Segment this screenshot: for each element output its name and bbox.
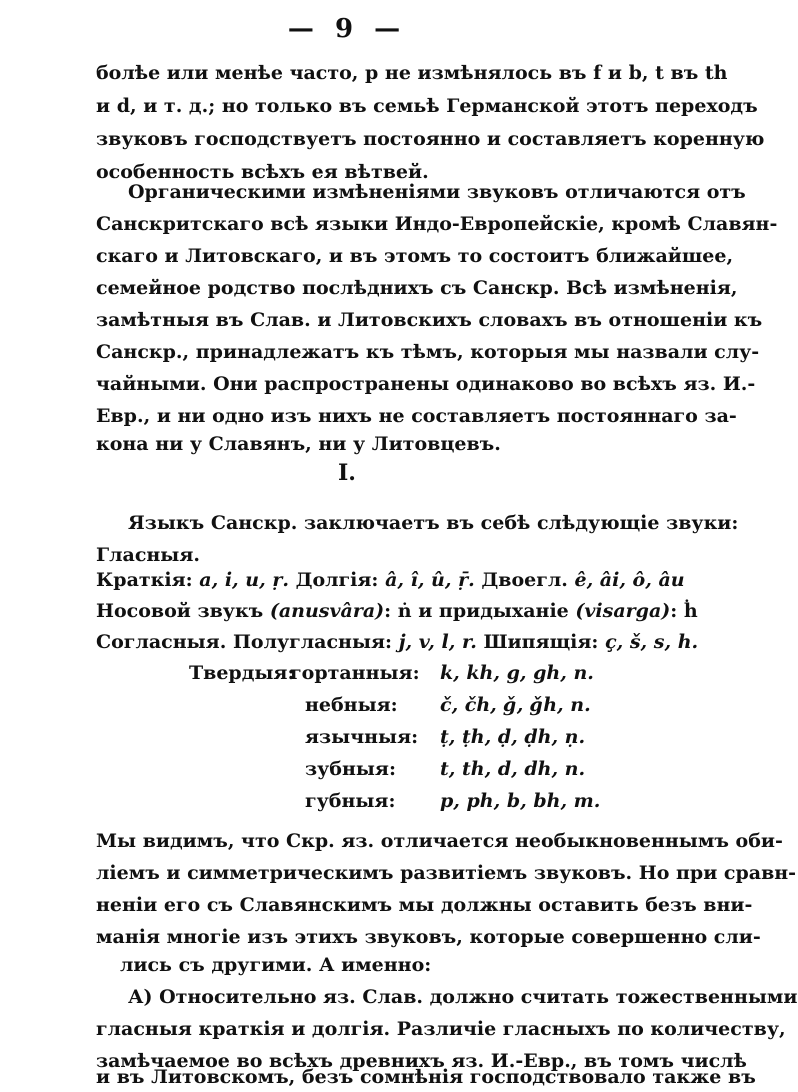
- para4-line-1: А) Относительно яз. Слав. должно считать тожественными: [128, 986, 798, 1008]
- semi-label: Полугласныя:: [232, 631, 393, 653]
- para2-line-9: кона ни у Славянъ, ни у Литовцевъ.: [96, 433, 501, 455]
- table-row-values-3: ṭ, ṭh, ḍ, ḍh, ṇ.: [440, 726, 586, 748]
- hard-label: Твердыя:: [189, 662, 295, 684]
- para2-line-4: семейное родство послѣднихъ съ Санскр. Всѣ измѣненія,: [96, 277, 738, 299]
- table-row-values-1: k, kh, g, gh, n.: [440, 662, 594, 684]
- sib-values: ç, š, s, h.: [605, 631, 699, 653]
- vowel-row: [96, 567, 685, 593]
- para4-line-4: и въ Литовскомъ, безъ сомнѣнія господствовало также въ: [96, 1066, 756, 1088]
- para4-line-2: гласныя краткія и долгія. Различіе гласныхъ по количеству,: [96, 1018, 786, 1040]
- para1-line-4: особенность всѣхъ ея вѣтвей.: [96, 161, 429, 183]
- para3-line-3: неніи его съ Славянскимъ мы должны оставить безъ вни-: [96, 894, 753, 916]
- para2-line-5: замѣтныя въ Слав. и Литовскихъ словахъ въ отношеніи къ: [96, 309, 763, 331]
- para1-line-2: и d, и т. д.; но только въ семьѣ Германской этотъ переходъ: [96, 95, 758, 117]
- para1-line-3: звуковъ господствуетъ постоянно и составляетъ коренную: [96, 128, 765, 150]
- aspir-value: : ḣ: [670, 600, 698, 622]
- para2-line-8: Евр., и ни одно изъ нихъ не составляетъ постояннаго за-: [96, 405, 737, 427]
- table-row-label-2: небныя:: [305, 694, 398, 716]
- consonant-row: [96, 629, 698, 655]
- table-row-label-3: язычныя:: [305, 726, 419, 748]
- intro-line: Языкъ Санскр. заключаетъ въ себѣ слѣдующіе звуки:: [128, 512, 739, 534]
- diph-values: ê, âi, ô, âu: [574, 569, 685, 591]
- para3-line-1: Мы видимъ, что Скр. яз. отличается необыкновеннымъ оби-: [96, 830, 783, 852]
- short-label: Краткія:: [96, 569, 193, 591]
- section-heading: I.: [338, 460, 356, 486]
- para3-line-5: лись съ другими. А именно:: [120, 954, 432, 976]
- para4-line-3: замѣчаемое во всѣхъ древнихъ яз. И.-Евр., въ томъ числѣ: [96, 1050, 747, 1072]
- table-row-values-4: t, th, d, dh, n.: [440, 758, 586, 780]
- aspir-term: (visarga): [575, 600, 671, 622]
- cons-label: Согласныя.: [96, 631, 227, 653]
- vowels-title: Гласныя.: [96, 544, 200, 566]
- para2-line-1: Органическими измѣненіями звуковъ отличаются отъ: [128, 181, 746, 203]
- nasal-value: : ṅ и придыханіе: [384, 600, 569, 622]
- long-values: â, î, û, ṝ.: [385, 569, 475, 591]
- para2-line-7: чайными. Они распространены одинаково во всѣхъ яз. И.-: [96, 373, 756, 395]
- para1-line-1: болѣе или менѣе часто, p не измѣнялось въ f и b, t въ th: [96, 62, 728, 84]
- para2-line-6: Санскр., принадлежатъ къ тѣмъ, которыя мы назвали слу-: [96, 341, 760, 363]
- para3-line-4: манія многіе изъ этихъ звуковъ, которые совершенно сли-: [96, 926, 761, 948]
- table-row-values-2: č, čh, ǧ, ǧh, n.: [440, 694, 591, 716]
- semi-values: j, v, l, r.: [398, 631, 477, 653]
- table-row-values-5: p, ph, b, bh, m.: [440, 790, 601, 812]
- para2-line-2: Санскритскаго всѣ языки Индо-Европейскіе, кромѣ Славян-: [96, 213, 778, 235]
- table-row-label-5: губныя:: [305, 790, 396, 812]
- diph-label: Двоегл.: [481, 569, 568, 591]
- sib-label: Шипящія:: [483, 631, 599, 653]
- para2-line-3: скаго и Литовскаго, и въ этомъ то состоитъ ближайшее,: [96, 245, 734, 267]
- nasal-row: [96, 598, 698, 624]
- long-label: Долгія:: [295, 569, 379, 591]
- para3-line-2: ліемъ и симметрическимъ развитіемъ звуковъ. Но при сравн-: [96, 862, 797, 884]
- table-row-label-1: гортанныя:: [290, 662, 420, 684]
- short-values: a, i, u, ṛ.: [199, 569, 289, 591]
- nasal-label: Носовой звукъ: [96, 600, 264, 622]
- page-number: — 9 —: [287, 14, 407, 44]
- nasal-term: (anusvâra): [269, 600, 385, 622]
- table-row-label-4: зубныя:: [305, 758, 396, 780]
